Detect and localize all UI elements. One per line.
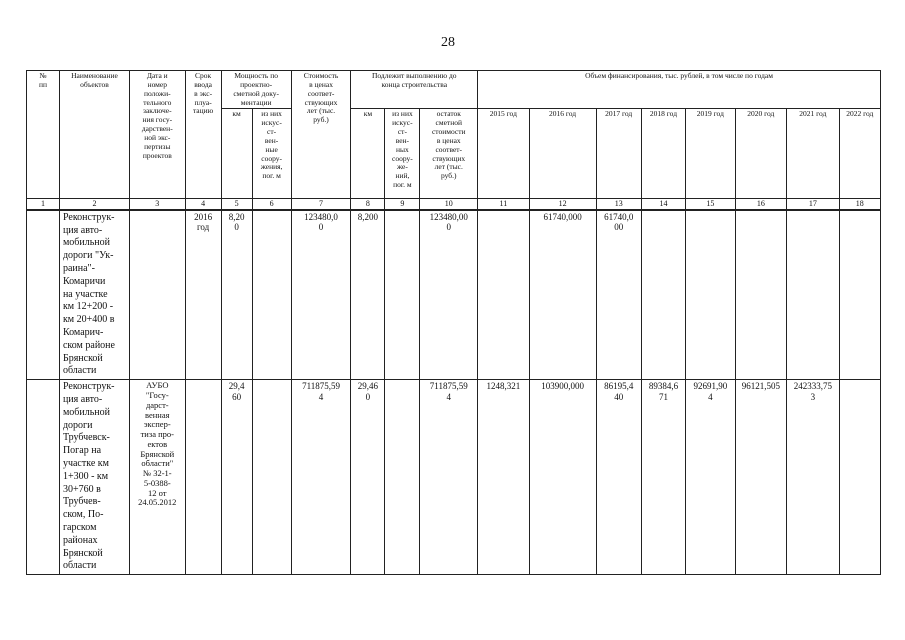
funding-2019-cell: [686, 210, 735, 380]
column-number: 2: [59, 199, 129, 210]
column-number: 3: [129, 199, 185, 210]
column-number: 16: [735, 199, 787, 210]
header-capacity: Мощность по проектно- сметной доку- ментации: [221, 71, 291, 109]
header-expertise: Дата и номер положи- тельного заключе- ния госу- дарствен- ной экс- пертизы проектов: [129, 71, 185, 199]
header-year-2019: 2019 год: [686, 109, 735, 199]
remaining-cost-cell: 711875,59 4: [420, 380, 478, 575]
column-number: 10: [420, 199, 478, 210]
column-number: 17: [787, 199, 840, 210]
column-number-row: [27, 199, 881, 210]
header-year-2016: 2016 год: [529, 109, 596, 199]
funding-2017-cell: 61740,0 00: [596, 210, 641, 380]
column-number: 4: [185, 199, 221, 210]
expertise-cell: [129, 210, 185, 380]
funding-2018-cell: 89384,6 71: [641, 380, 685, 575]
remaining-art-cell: [385, 380, 420, 575]
header-funding: Объем финансирования, тыс. рублей, в том числе по годам: [478, 71, 881, 109]
funding-2022-cell: [839, 210, 880, 380]
table-row: [27, 380, 881, 575]
funding-2022-cell: [839, 380, 880, 575]
header-rem-art: из них искус- ст- вен- ных соору- же- ний, пог. м: [385, 109, 420, 199]
cost-cell: 123480,0 0: [291, 210, 351, 380]
expertise-cell: АУБО "Госу- дарст- венная экспер- тиза про- ектов Брянской области" № 32-1- 5-0388- 12 от 24.05.2012: [129, 380, 185, 575]
column-number: 6: [252, 199, 291, 210]
object-name: Реконструк- ция авто- мобильной дороги Трубчевск- Погар на участке км 1+300 - км 30+760 в Трубчев- ском, По- гарском районах Брянской области: [59, 380, 129, 575]
funding-2015-cell: 1248,321: [478, 380, 530, 575]
row-num: [27, 210, 60, 380]
header-commission: Срок ввода в экс- плуа- тацию: [185, 71, 221, 199]
row-num: [27, 380, 60, 575]
funding-2015-cell: [478, 210, 530, 380]
funding-2020-cell: [735, 210, 787, 380]
object-name: Реконструк- ция авто- мобильной дороги "Ук- раина"- Комаричи на участке км 12+200 - км 20+400 в Комарич- ском районе Брянской области: [59, 210, 129, 380]
funding-2016-cell: 103900,000: [529, 380, 596, 575]
header-num: № пп: [27, 71, 60, 199]
funding-2020-cell: 96121,505: [735, 380, 787, 575]
header-year-2017: 2017 год: [596, 109, 641, 199]
capacity-art-cell: [252, 210, 291, 380]
funding-2021-cell: [787, 210, 840, 380]
funding-2019-cell: 92691,90 4: [686, 380, 735, 575]
column-number: 9: [385, 199, 420, 210]
column-number: 14: [641, 199, 685, 210]
column-number: 18: [839, 199, 880, 210]
header-remaining: Подлежит выполнению до конца строительства: [351, 71, 478, 109]
header-rem-km: км: [351, 109, 385, 199]
remaining-km-cell: 8,200: [351, 210, 385, 380]
column-number: 15: [686, 199, 735, 210]
remaining-art-cell: [385, 210, 420, 380]
header-cap-art: из них искус- ст- вен- ные соору- жения, пог. м: [252, 109, 291, 199]
column-number: 8: [351, 199, 385, 210]
remaining-km-cell: 29,46 0: [351, 380, 385, 575]
column-number: 7: [291, 199, 351, 210]
column-number: 12: [529, 199, 596, 210]
column-number: 1: [27, 199, 60, 210]
capacity-km-cell: 8,20 0: [221, 210, 252, 380]
remaining-cost-cell: 123480,00 0: [420, 210, 478, 380]
header-year-2021: 2021 год: [787, 109, 840, 199]
header-year-2020: 2020 год: [735, 109, 787, 199]
header-year-2015: 2015 год: [478, 109, 530, 199]
capacity-art-cell: [252, 380, 291, 575]
header-cap-km: км: [221, 109, 252, 199]
investment-table: [26, 70, 881, 575]
header-rem-cost: остаток сметной стоимости в ценах соответ- ствующих лет (тыс. руб.): [420, 109, 478, 199]
table-row: [27, 210, 881, 380]
cost-cell: 711875,59 4: [291, 380, 351, 575]
commission-cell: 2016 год: [185, 210, 221, 380]
header-row-1: [27, 71, 881, 109]
column-number: 5: [221, 199, 252, 210]
header-year-2022: 2022 год: [839, 109, 880, 199]
capacity-km-cell: 29,4 60: [221, 380, 252, 575]
funding-2017-cell: 86195,4 40: [596, 380, 641, 575]
commission-cell: [185, 380, 221, 575]
header-year-2018: 2018 год: [641, 109, 685, 199]
column-number: 11: [478, 199, 530, 210]
header-cost: Стоимость в ценах соответ- ствующих лет (тыс. руб.): [291, 71, 351, 199]
column-number: 13: [596, 199, 641, 210]
funding-2021-cell: 242333,75 3: [787, 380, 840, 575]
header-name: Наименование объектов: [59, 71, 129, 199]
funding-2018-cell: [641, 210, 685, 380]
page-number: 28: [441, 35, 455, 50]
funding-2016-cell: 61740,000: [529, 210, 596, 380]
